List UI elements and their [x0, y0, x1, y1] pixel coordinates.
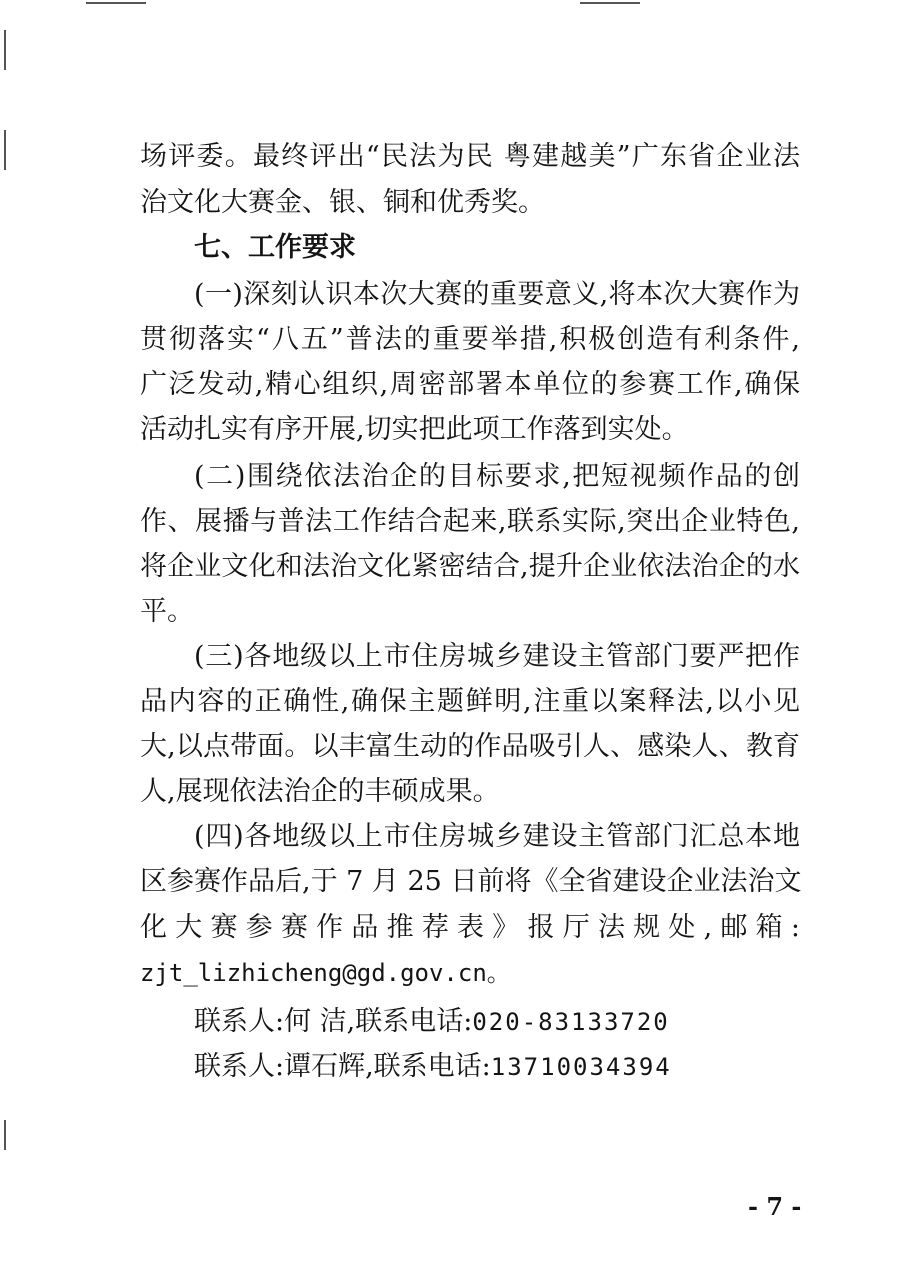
- text-line: 作、展播与普法工作结合起来,联系实际,突出企业特色,: [140, 506, 800, 537]
- scan-mark: [4, 130, 6, 170]
- text-line: 平。: [140, 596, 194, 627]
- scan-mark: [580, 2, 640, 4]
- section-heading: 七、工作要求: [194, 232, 356, 263]
- text-line: 人,展现依法治企的丰硕成果。: [140, 776, 500, 807]
- contact-label: 联系人:谭石辉,联系电话:: [194, 1051, 491, 1082]
- contact-phone: 020-83133720: [472, 1008, 670, 1036]
- text-line: 治文化大赛金、银、铜和优秀奖。: [140, 187, 545, 218]
- text-line: 化大赛参赛作品推荐表》报厅法规处,邮箱:: [140, 912, 800, 943]
- text-line: 大,以点带面。以丰富生动的作品吸引人、感染人、教育: [140, 731, 800, 762]
- page-number: - 7 -: [748, 1192, 802, 1221]
- contact-phone: 13710034394: [490, 1053, 672, 1081]
- contact-label: 联系人:何 洁,联系电话:: [194, 1006, 473, 1037]
- text-line: (二)围绕依法治企的目标要求,把短视频作品的创: [194, 461, 800, 492]
- text-line: 将企业文化和法治文化紧密结合,提升企业依法治企的水: [140, 551, 800, 582]
- text-line: 贯彻落实“八五”普法的重要举措,积极创造有利条件,: [140, 324, 800, 355]
- scan-mark: [86, 2, 146, 4]
- contact-line: [194, 1049, 672, 1085]
- text-line: 品内容的正确性,确保主题鲜明,注重以案释法,以小见: [140, 686, 800, 717]
- text-line: (四)各地级以上市住房城乡建设主管部门汇总本地: [194, 821, 800, 852]
- scan-mark: [4, 30, 6, 70]
- contact-line: [194, 1004, 670, 1040]
- email-line: zjt_lizhicheng@gd.gov.cn。: [140, 959, 511, 987]
- text-line: 广泛发动,精心组织,周密部署本单位的参赛工作,确保: [140, 369, 800, 400]
- scan-mark: [4, 1120, 6, 1150]
- text-line: (一)深刻认识本次大赛的重要意义,将本次大赛作为: [194, 279, 800, 310]
- text-line: 活动扎实有序开展,切实把此项工作落到实处。: [140, 414, 689, 445]
- text-line: 场评委。最终评出“民法为民 粤建越美”广东省企业法: [140, 141, 800, 172]
- text-line: (三)各地级以上市住房城乡建设主管部门要严把作: [194, 641, 800, 672]
- text-line: 区参赛作品后,于 7 月 25 日前将《全省建设企业法治文: [140, 866, 802, 897]
